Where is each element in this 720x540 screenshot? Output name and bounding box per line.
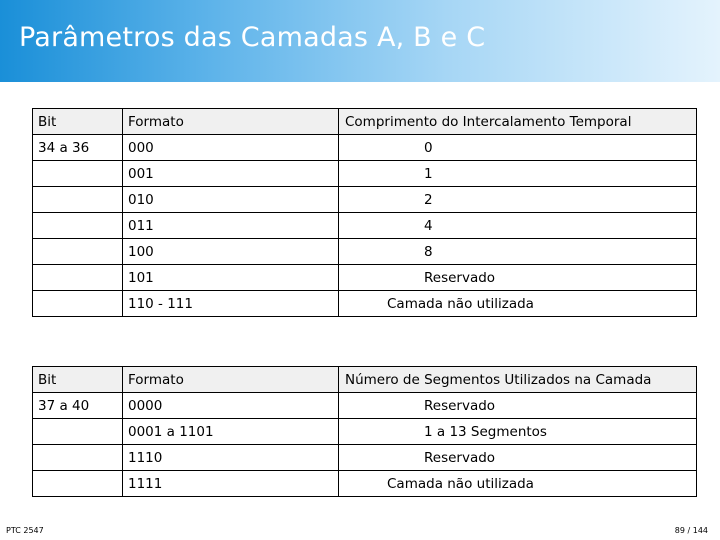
cell-bit — [33, 187, 123, 213]
interleaving-table — [32, 108, 697, 317]
cell-formato: 101 — [123, 265, 339, 291]
table-row — [33, 419, 697, 445]
cell-value: 8 — [339, 239, 697, 265]
cell-formato: 0001 a 1101 — [123, 419, 339, 445]
table-row — [33, 187, 697, 213]
table-row — [33, 135, 697, 161]
header-formato: Formato — [123, 109, 339, 135]
footer-page-number: 89 / 144 — [674, 526, 708, 535]
table-row — [33, 445, 697, 471]
cell-formato: 0000 — [123, 393, 339, 419]
header-formato: Formato — [123, 367, 339, 393]
table-row — [33, 393, 697, 419]
table-row — [33, 291, 697, 317]
cell-bit — [33, 161, 123, 187]
cell-bit — [33, 239, 123, 265]
cell-formato: 010 — [123, 187, 339, 213]
cell-value: Reservado — [339, 445, 697, 471]
cell-value: Reservado — [339, 393, 697, 419]
cell-value: 0 — [339, 135, 697, 161]
cell-bit: 34 a 36 — [33, 135, 123, 161]
table-row — [33, 239, 697, 265]
cell-bit — [33, 265, 123, 291]
title-bar — [0, 0, 720, 82]
cell-bit — [33, 445, 123, 471]
cell-formato: 1110 — [123, 445, 339, 471]
cell-formato: 100 — [123, 239, 339, 265]
table-row — [33, 265, 697, 291]
cell-bit — [33, 213, 123, 239]
header-numero-segmentos: Número de Segmentos Utilizados na Camada — [339, 367, 697, 393]
cell-value: 1 — [339, 161, 697, 187]
cell-bit — [33, 419, 123, 445]
cell-bit: 37 a 40 — [33, 393, 123, 419]
cell-formato: 011 — [123, 213, 339, 239]
cell-formato: 000 — [123, 135, 339, 161]
cell-bit — [33, 471, 123, 497]
cell-formato: 1111 — [123, 471, 339, 497]
table-header-row — [33, 109, 697, 135]
cell-value: 4 — [339, 213, 697, 239]
cell-bit — [33, 291, 123, 317]
header-bit: Bit — [33, 367, 123, 393]
page-title: Parâmetros das Camadas A, B e C — [19, 22, 486, 53]
header-comprimento: Comprimento do Intercalamento Temporal — [339, 109, 697, 135]
cell-value: Camada não utilizada — [339, 471, 697, 497]
cell-formato: 110 - 111 — [123, 291, 339, 317]
header-bit: Bit — [33, 109, 123, 135]
segments-table — [32, 366, 697, 497]
footer-course-code: PTC 2547 — [6, 526, 44, 535]
table-row — [33, 471, 697, 497]
cell-value: Camada não utilizada — [339, 291, 697, 317]
cell-value: 1 a 13 Segmentos — [339, 419, 697, 445]
cell-value: 2 — [339, 187, 697, 213]
table-row — [33, 213, 697, 239]
cell-formato: 001 — [123, 161, 339, 187]
cell-value: Reservado — [339, 265, 697, 291]
table-row — [33, 161, 697, 187]
table-header-row — [33, 367, 697, 393]
